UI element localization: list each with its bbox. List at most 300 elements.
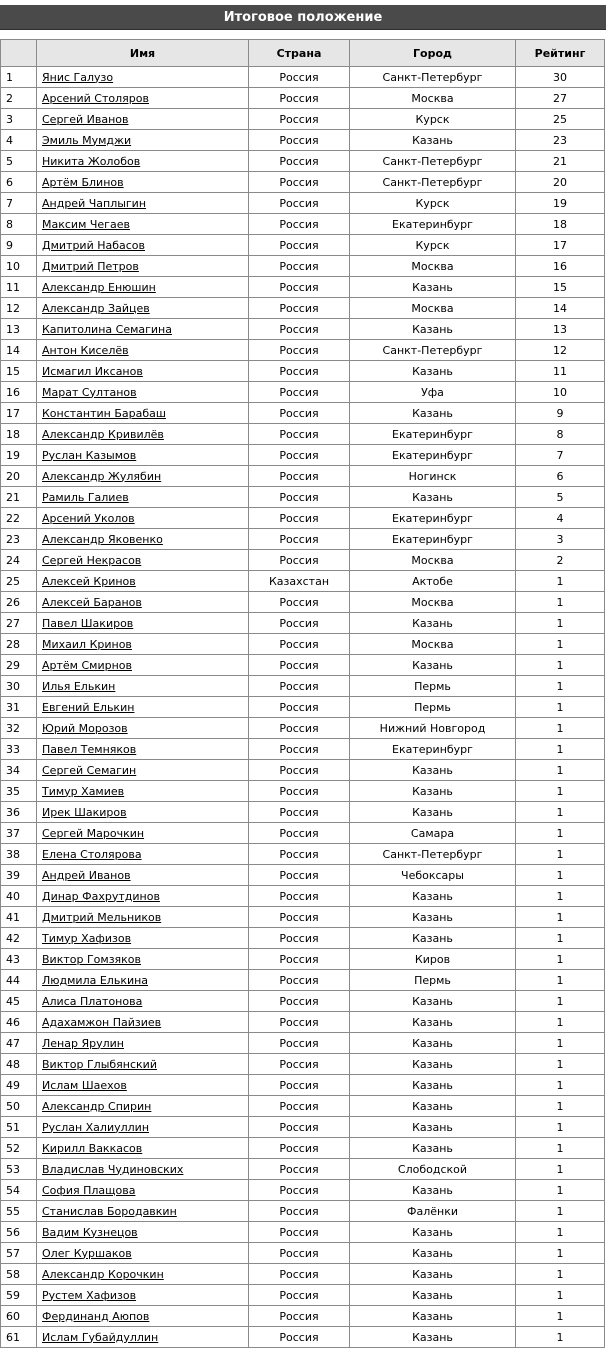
table-row (1, 970, 605, 991)
player-name-link[interactable]: Руслан Казымов (42, 448, 137, 462)
city-cell: Самара (350, 823, 516, 844)
city-cell: Казань (350, 277, 516, 298)
city-cell: Казань (350, 928, 516, 949)
player-name-link[interactable]: Михаил Кринов (42, 637, 132, 651)
name-cell (37, 1012, 249, 1033)
position-cell: 40 (1, 886, 37, 907)
table-row (1, 487, 605, 508)
position-cell: 6 (1, 172, 37, 193)
player-name-link[interactable]: Сергей Некрасов (42, 553, 142, 567)
name-cell (37, 319, 249, 340)
city-cell: Казань (350, 1306, 516, 1327)
rating-cell: 1 (516, 1264, 605, 1285)
table-row (1, 193, 605, 214)
name-cell (37, 1264, 249, 1285)
player-name-link[interactable]: Артём Блинов (42, 175, 124, 189)
position-cell: 61 (1, 1327, 37, 1348)
table-header-row (1, 40, 605, 67)
player-name-link[interactable]: София Плащова (42, 1183, 136, 1197)
table-row (1, 340, 605, 361)
position-cell: 51 (1, 1117, 37, 1138)
position-cell: 49 (1, 1075, 37, 1096)
city-cell: Москва (350, 88, 516, 109)
table-row (1, 1012, 605, 1033)
player-name-link[interactable]: Никита Жолобов (42, 154, 141, 168)
player-name-link[interactable]: Исмагил Иксанов (42, 364, 143, 378)
city-cell: Курск (350, 235, 516, 256)
city-cell: Ногинск (350, 466, 516, 487)
city-cell: Казань (350, 886, 516, 907)
name-cell (37, 424, 249, 445)
country-cell: Россия (249, 235, 350, 256)
rating-cell: 2 (516, 550, 605, 571)
name-cell (37, 676, 249, 697)
player-name-link[interactable]: Адахамжон Пайзиев (42, 1015, 162, 1029)
position-cell: 11 (1, 277, 37, 298)
position-cell: 56 (1, 1222, 37, 1243)
country-cell: Россия (249, 592, 350, 613)
country-cell: Россия (249, 340, 350, 361)
player-name-link[interactable]: Людмила Елькина (42, 973, 149, 987)
country-cell: Россия (249, 1159, 350, 1180)
rating-cell: 1 (516, 865, 605, 886)
player-name-link[interactable]: Динар Фахрутдинов (42, 889, 160, 903)
city-cell: Екатеринбург (350, 739, 516, 760)
position-cell: 36 (1, 802, 37, 823)
position-cell: 13 (1, 319, 37, 340)
player-name-link[interactable]: Станислав Бородавкин (42, 1204, 177, 1218)
rating-cell: 1 (516, 1012, 605, 1033)
country-cell: Россия (249, 382, 350, 403)
city-cell: Казань (350, 1117, 516, 1138)
table-row (1, 613, 605, 634)
player-name-link[interactable]: Руслан Халиуллин (42, 1120, 150, 1134)
rating-cell: 1 (516, 844, 605, 865)
country-cell: Россия (249, 529, 350, 550)
player-name-link[interactable]: Антон Киселёв (42, 343, 129, 357)
name-cell (37, 88, 249, 109)
city-cell: Казань (350, 1033, 516, 1054)
city-cell: Нижний Новгород (350, 718, 516, 739)
name-cell (37, 466, 249, 487)
rating-cell: 1 (516, 634, 605, 655)
city-cell: Слободской (350, 1159, 516, 1180)
name-cell (37, 172, 249, 193)
city-cell: Санкт-Петербург (350, 844, 516, 865)
country-cell: Россия (249, 697, 350, 718)
country-cell: Россия (249, 1117, 350, 1138)
country-cell: Россия (249, 1201, 350, 1222)
name-cell (37, 1306, 249, 1327)
player-name-link[interactable]: Кирилл Ваккасов (42, 1141, 143, 1155)
position-cell: 24 (1, 550, 37, 571)
player-name-link[interactable]: Дмитрий Мельников (42, 910, 162, 924)
table-row (1, 844, 605, 865)
player-name-link[interactable]: Юрий Морозов (42, 721, 128, 735)
position-cell: 1 (1, 67, 37, 88)
name-cell (37, 1033, 249, 1054)
player-name-link[interactable]: Рустем Хафизов (42, 1288, 137, 1302)
rating-cell: 20 (516, 172, 605, 193)
player-name-link[interactable]: Арсений Уколов (42, 511, 135, 525)
table-row (1, 214, 605, 235)
position-cell: 14 (1, 340, 37, 361)
name-cell (37, 109, 249, 130)
rating-cell: 1 (516, 613, 605, 634)
rating-cell: 7 (516, 445, 605, 466)
country-cell: Россия (249, 361, 350, 382)
name-cell (37, 67, 249, 88)
country-cell: Россия (249, 865, 350, 886)
name-cell (37, 382, 249, 403)
table-row (1, 445, 605, 466)
player-name-link[interactable]: Тимур Хамиев (42, 784, 125, 798)
player-name-link[interactable]: Рамиль Галиев (42, 490, 129, 504)
name-cell (37, 802, 249, 823)
player-name-link[interactable]: Ислам Шаехов (42, 1078, 127, 1092)
table-row (1, 718, 605, 739)
name-cell (37, 907, 249, 928)
player-name-link[interactable]: Арсений Столяров (42, 91, 149, 105)
table-row (1, 655, 605, 676)
name-cell (37, 1180, 249, 1201)
name-cell (37, 1096, 249, 1117)
player-name-link[interactable]: Марат Султанов (42, 385, 137, 399)
city-cell: Санкт-Петербург (350, 340, 516, 361)
rating-cell: 4 (516, 508, 605, 529)
player-name-link[interactable]: Ленар Ярулин (42, 1036, 124, 1050)
position-cell: 39 (1, 865, 37, 886)
position-cell: 27 (1, 613, 37, 634)
city-cell: Казань (350, 1096, 516, 1117)
name-cell (37, 1243, 249, 1264)
country-cell: Россия (249, 1012, 350, 1033)
rating-cell: 11 (516, 361, 605, 382)
rating-cell: 1 (516, 655, 605, 676)
table-row (1, 319, 605, 340)
position-cell: 34 (1, 760, 37, 781)
player-name-link[interactable]: Дмитрий Набасов (42, 238, 146, 252)
rating-cell: 30 (516, 67, 605, 88)
rating-cell: 25 (516, 109, 605, 130)
city-cell: Казань (350, 1285, 516, 1306)
name-cell (37, 1138, 249, 1159)
country-cell: Россия (249, 1243, 350, 1264)
rating-cell: 1 (516, 697, 605, 718)
position-cell: 21 (1, 487, 37, 508)
name-cell (37, 487, 249, 508)
player-name-link[interactable]: Елена Столярова (42, 847, 142, 861)
player-name-link[interactable]: Фердинанд Аюпов (42, 1309, 150, 1323)
city-cell: Москва (350, 298, 516, 319)
city-cell: Екатеринбург (350, 529, 516, 550)
country-cell: Россия (249, 151, 350, 172)
country-cell: Россия (249, 1264, 350, 1285)
name-cell (37, 529, 249, 550)
player-name-link[interactable]: Артём Смирнов (42, 658, 132, 672)
position-cell: 32 (1, 718, 37, 739)
position-cell: 4 (1, 130, 37, 151)
country-cell: Россия (249, 760, 350, 781)
position-cell: 20 (1, 466, 37, 487)
country-cell: Россия (249, 781, 350, 802)
player-name-link[interactable]: Алексей Кринов (42, 574, 136, 588)
player-name-link[interactable]: Алиса Платонова (42, 994, 143, 1008)
table-row (1, 1033, 605, 1054)
player-name-link[interactable]: Владислав Чудиновских (42, 1162, 184, 1176)
table-row (1, 1180, 605, 1201)
name-cell (37, 823, 249, 844)
name-cell (37, 760, 249, 781)
player-name-link[interactable]: Александр Кривилёв (42, 427, 164, 441)
name-cell (37, 1222, 249, 1243)
rating-cell: 9 (516, 403, 605, 424)
country-cell: Россия (249, 1180, 350, 1201)
table-row (1, 676, 605, 697)
table-row (1, 529, 605, 550)
country-cell: Россия (249, 193, 350, 214)
table-row (1, 1243, 605, 1264)
column-header-city: Город (350, 40, 516, 67)
player-name-link[interactable]: Андрей Иванов (42, 868, 131, 882)
name-cell (37, 1285, 249, 1306)
player-name-link[interactable]: Александр Корочкин (42, 1267, 164, 1281)
table-row (1, 634, 605, 655)
name-cell (37, 781, 249, 802)
table-row (1, 298, 605, 319)
rating-cell: 1 (516, 1159, 605, 1180)
rating-cell: 1 (516, 781, 605, 802)
name-cell (37, 277, 249, 298)
table-row (1, 802, 605, 823)
name-cell (37, 928, 249, 949)
player-name-link[interactable]: Александр Жулябин (42, 469, 162, 483)
column-header-name: Имя (37, 40, 249, 67)
city-cell: Казань (350, 1327, 516, 1348)
rating-cell: 1 (516, 949, 605, 970)
player-name-link[interactable]: Сергей Марочкин (42, 826, 145, 840)
name-cell (37, 340, 249, 361)
table-row (1, 1138, 605, 1159)
city-cell: Санкт-Петербург (350, 67, 516, 88)
name-cell (37, 739, 249, 760)
table-row (1, 172, 605, 193)
country-cell: Россия (249, 256, 350, 277)
position-cell: 55 (1, 1201, 37, 1222)
table-row (1, 1117, 605, 1138)
position-cell: 59 (1, 1285, 37, 1306)
table-row (1, 1264, 605, 1285)
rating-cell: 17 (516, 235, 605, 256)
rating-cell: 1 (516, 1054, 605, 1075)
country-cell: Россия (249, 277, 350, 298)
name-cell (37, 130, 249, 151)
country-cell: Россия (249, 1033, 350, 1054)
player-name-link[interactable]: Виктор Глыбянский (42, 1057, 157, 1071)
country-cell: Россия (249, 424, 350, 445)
player-name-link[interactable]: Тимур Хафизов (42, 931, 132, 945)
table-row (1, 697, 605, 718)
country-cell: Россия (249, 1075, 350, 1096)
player-name-link[interactable]: Ислам Губайдуллин (42, 1330, 159, 1344)
country-cell: Россия (249, 466, 350, 487)
table-row (1, 1222, 605, 1243)
city-cell: Казань (350, 1075, 516, 1096)
position-cell: 53 (1, 1159, 37, 1180)
name-cell (37, 193, 249, 214)
position-cell: 9 (1, 235, 37, 256)
player-name-link[interactable]: Андрей Чаплыгин (42, 196, 147, 210)
position-cell: 48 (1, 1054, 37, 1075)
player-name-link[interactable]: Янис Галузо (42, 70, 114, 84)
city-cell: Казань (350, 361, 516, 382)
position-cell: 33 (1, 739, 37, 760)
rating-cell: 1 (516, 1222, 605, 1243)
country-cell: Россия (249, 1306, 350, 1327)
rating-cell: 1 (516, 970, 605, 991)
player-name-link[interactable]: Капитолина Семагина (42, 322, 172, 336)
position-cell: 22 (1, 508, 37, 529)
city-cell: Казань (350, 991, 516, 1012)
player-name-link[interactable]: Виктор Гомзяков (42, 952, 142, 966)
position-cell: 2 (1, 88, 37, 109)
table-row (1, 886, 605, 907)
name-cell (37, 235, 249, 256)
country-cell: Россия (249, 634, 350, 655)
country-cell: Россия (249, 1222, 350, 1243)
player-name-link[interactable]: Павел Темняков (42, 742, 137, 756)
city-cell: Санкт-Петербург (350, 151, 516, 172)
name-cell (37, 718, 249, 739)
player-name-link[interactable]: Алексей Баранов (42, 595, 142, 609)
name-cell (37, 886, 249, 907)
table-row (1, 1327, 605, 1348)
country-cell: Россия (249, 1327, 350, 1348)
position-cell: 44 (1, 970, 37, 991)
player-name-link[interactable]: Илья Елькин (42, 679, 116, 693)
name-cell (37, 1117, 249, 1138)
position-cell: 31 (1, 697, 37, 718)
city-cell: Казань (350, 1138, 516, 1159)
position-cell: 37 (1, 823, 37, 844)
rating-cell: 23 (516, 130, 605, 151)
table-row (1, 235, 605, 256)
name-cell (37, 865, 249, 886)
country-cell: Россия (249, 1054, 350, 1075)
column-header-country: Страна (249, 40, 350, 67)
rating-cell: 1 (516, 1138, 605, 1159)
country-cell: Россия (249, 823, 350, 844)
position-cell: 19 (1, 445, 37, 466)
country-cell: Россия (249, 739, 350, 760)
player-name-link[interactable]: Вадим Кузнецов (42, 1225, 138, 1239)
position-cell: 26 (1, 592, 37, 613)
player-name-link[interactable]: Сергей Иванов (42, 112, 129, 126)
name-cell (37, 1201, 249, 1222)
player-name-link[interactable]: Евгений Елькин (42, 700, 135, 714)
table-row (1, 571, 605, 592)
table-row (1, 781, 605, 802)
rating-cell: 1 (516, 823, 605, 844)
table-row (1, 151, 605, 172)
player-name-link[interactable]: Александр Енюшин (42, 280, 156, 294)
country-cell: Россия (249, 88, 350, 109)
city-cell: Казань (350, 403, 516, 424)
city-cell: Санкт-Петербург (350, 172, 516, 193)
country-cell: Россия (249, 991, 350, 1012)
player-name-link[interactable]: Константин Барабаш (42, 406, 166, 420)
player-name-link[interactable]: Эмиль Мумджи (42, 133, 132, 147)
city-cell: Казань (350, 487, 516, 508)
position-cell: 57 (1, 1243, 37, 1264)
player-name-link[interactable]: Александр Спирин (42, 1099, 152, 1113)
name-cell (37, 970, 249, 991)
position-cell: 16 (1, 382, 37, 403)
rating-cell: 5 (516, 487, 605, 508)
position-cell: 43 (1, 949, 37, 970)
player-name-link[interactable]: Сергей Семагин (42, 763, 137, 777)
table-row (1, 382, 605, 403)
table-row (1, 1285, 605, 1306)
city-cell: Казань (350, 1222, 516, 1243)
rating-cell: 1 (516, 1180, 605, 1201)
country-cell: Россия (249, 508, 350, 529)
country-cell: Россия (249, 298, 350, 319)
position-cell: 10 (1, 256, 37, 277)
rating-cell: 18 (516, 214, 605, 235)
city-cell: Екатеринбург (350, 508, 516, 529)
table-row (1, 361, 605, 382)
column-header-position (1, 40, 37, 67)
rating-cell: 27 (516, 88, 605, 109)
table-row (1, 508, 605, 529)
player-name-link[interactable]: Максим Чегаев (42, 217, 130, 231)
player-name-link[interactable]: Олег Куршаков (42, 1246, 132, 1260)
name-cell (37, 844, 249, 865)
position-cell: 5 (1, 151, 37, 172)
name-cell (37, 634, 249, 655)
city-cell: Казань (350, 319, 516, 340)
city-cell: Екатеринбург (350, 214, 516, 235)
country-cell: Россия (249, 802, 350, 823)
rating-cell: 1 (516, 676, 605, 697)
table-row (1, 277, 605, 298)
table-row (1, 67, 605, 88)
player-name-link[interactable]: Дмитрий Петров (42, 259, 139, 273)
table-row (1, 907, 605, 928)
city-cell: Казань (350, 1180, 516, 1201)
player-name-link[interactable]: Ирек Шакиров (42, 805, 127, 819)
country-cell: Россия (249, 844, 350, 865)
rating-cell: 1 (516, 1306, 605, 1327)
rating-cell: 1 (516, 1285, 605, 1306)
city-cell: Москва (350, 592, 516, 613)
city-cell: Пермь (350, 697, 516, 718)
rating-cell: 10 (516, 382, 605, 403)
name-cell (37, 508, 249, 529)
table-row (1, 256, 605, 277)
player-name-link[interactable]: Павел Шакиров (42, 616, 134, 630)
name-cell (37, 949, 249, 970)
country-cell: Россия (249, 550, 350, 571)
country-cell: Россия (249, 487, 350, 508)
name-cell (37, 403, 249, 424)
player-name-link[interactable]: Александр Зайцев (42, 301, 150, 315)
table-row (1, 424, 605, 445)
player-name-link[interactable]: Александр Яковенко (42, 532, 163, 546)
country-cell: Россия (249, 718, 350, 739)
name-cell (37, 1327, 249, 1348)
